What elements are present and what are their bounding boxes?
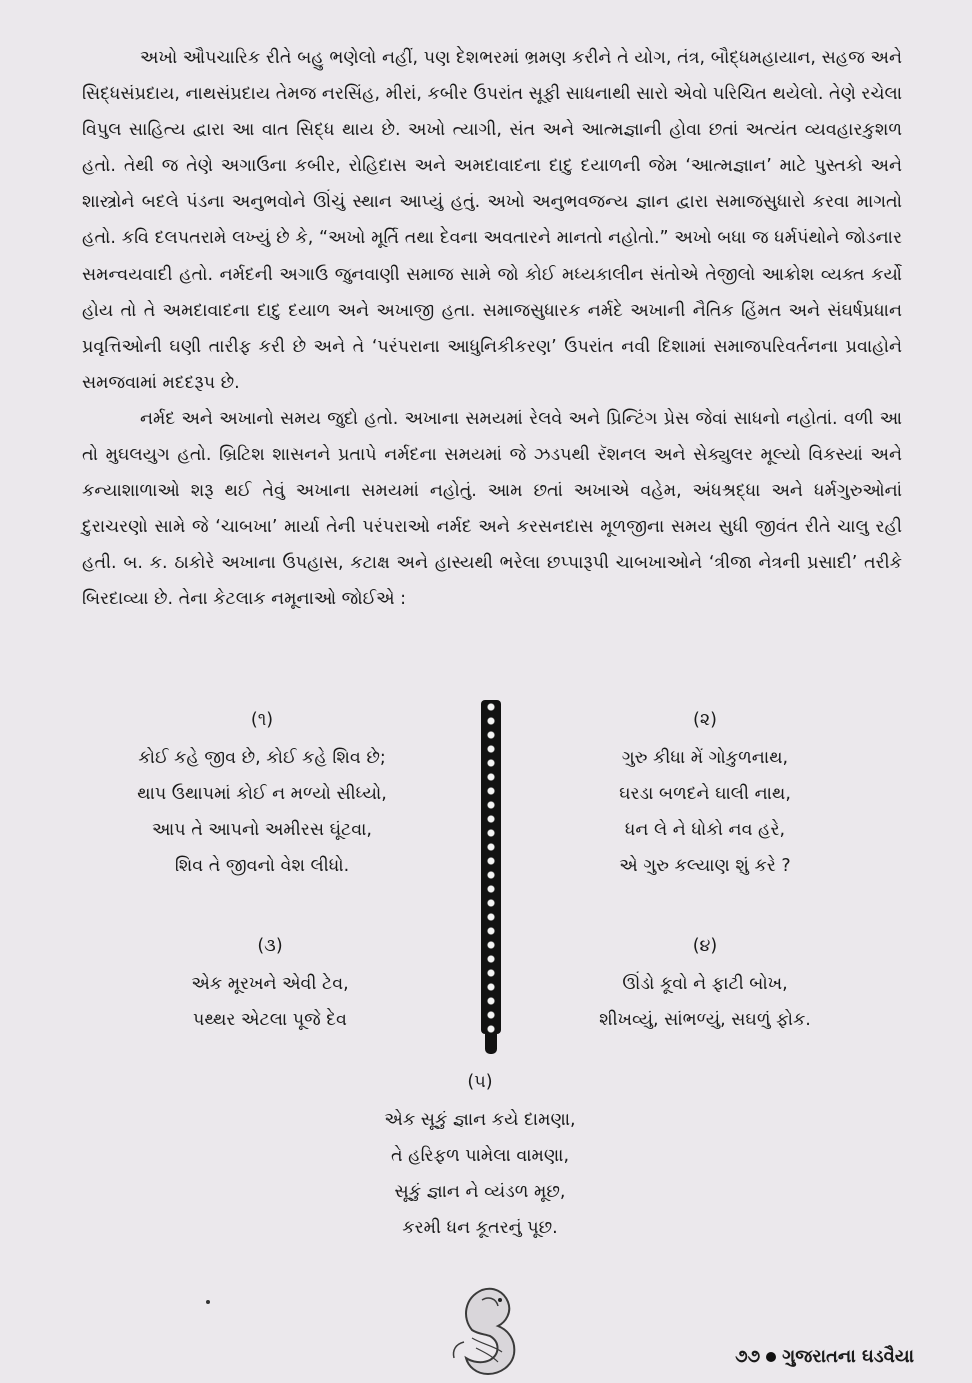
page-footer: [735, 1346, 914, 1367]
poem-line: શીખવ્યું, સાંભળ્યું, સઘળું ફોક.: [599, 1010, 811, 1030]
poem-line: થાપ ઉથાપમાં કોઈ ન મળ્યો સીધ્યો,: [137, 784, 387, 804]
poem-line: કરમી ધન કૂતરનું પૂછ.: [402, 1218, 558, 1238]
poem-block: [540, 928, 870, 1038]
poem-line: શિવ તે જીવનો વેશ લીધો.: [174, 856, 350, 876]
poem-number: (૩): [257, 936, 283, 956]
poem-line: આપ તે આપનો અમીરસ ઘૂંટવા,: [152, 820, 372, 840]
poem-block: [540, 702, 870, 884]
book-title: ગુજરાતના ઘડવૈયા: [782, 1346, 914, 1367]
ornamental-divider: [481, 700, 501, 1034]
paragraph: નર્મદ અને અખાનો સમય જુદો હતો. અખાના સમયમાં રેલવે અને પ્રિન્ટિંગ પ્રેસ જેવાં સાધનો નહોતાં. વળી આ તો મુઘલયુગ હતો. બ્રિટિશ શાસનને પ્રતાપે નર્મદના સમયમાં જે ઝડપથી રૅશનલ અને સેક્યુલર મૂલ્યો વિકસ્યાં અને કન્યાશાળાઓ શરૂ થઈ તેવું અખાના સમયમાં નહોતું. આમ છતાં અખાએ વહેમ, અંધશ્રદ્ધા અને ધર્મગુરુઓનાં દુરાચરણો સામે જે ‘ચાબખા’ માર્યા તેની પરંપરાઓ નર્મદ અને કરસનદાસ મૂળજીના સમય સુધી જીવંત રીતે ચાલુ રહી હતી. બ. ક. ઠાકોરે અખાના ઉપહાસ, કટાક્ષ અને હાસ્યથી ભરેલા છપ્પારૂપી ચાબખાઓને ‘ત્રીજા નેત્રની પ્રસાદી’ તરીકે બિરદાવ્યા છે. તેના કેટલાક નમૂનાઓ જોઈએ :: [82, 408, 902, 610]
poem-block: [82, 702, 442, 884]
page-number: ૭૭: [735, 1346, 761, 1367]
poem-number: (૨): [693, 710, 717, 730]
poem-number: (૫): [467, 1072, 493, 1092]
poem-line: ઘરડા બળદને ઘાલી નાથ,: [619, 784, 791, 804]
poem-line: તે હરિફળ પામેલા વામણા,: [390, 1146, 570, 1166]
body-text: [82, 40, 902, 618]
poem-number: (૧): [250, 710, 274, 730]
paragraph: અખો ઔપચારિક રીતે બહુ ભણેલો નહીં, પણ દેશભરમાં ભ્રમણ કરીને તે યોગ, તંત્ર, બૌદ્ધમહાયાન, સહજ અને સિદ્ધસંપ્રદાય, નાથસંપ્રદાય તેમજ નરસિંહ, મીરાં, કબીર ઉપરાંત સૂફી સાધનાથી સારો એવો પરિચિત થયેલો. તેણે રચેલા વિપુલ સાહિત્ય દ્વારા આ વાત સિદ્ધ થાય છે. અખો ત્યાગી, સંત અને આત્મજ્ઞાની હોવા છતાં અત્યંત વ્યવહારકુશળ હતો. તેથી જ તેણે અગાઉના કબીર, રોહિદાસ અને અમદાવાદના દાદુ દયાળની જેમ ‘આત્મજ્ઞાન’ માટે પુસ્તકો અને શાસ્ત્રોને બદલે પંડના અનુભવોને ઊંચું સ્થાન આપ્યું હતું. અખો અનુભવજન્ય જ્ઞાન દ્વારા સમાજસુધારો કરવા માગતો હતો. કવિ દલપતરામે લખ્યું છે કે, “અખો મૂર્તિ તથા દેવના અવતારને માનતો નહોતો.” અખો બધા જ ધર્મપંથોને જોડનાર સમન્વયવાદી હતો. નર્મદની અગાઉ જુનવાણી સમાજ સામે જો કોઈ મધ્યકાલીન સંતોએ તેજીલો આક્રોશ વ્યક્ત કર્યો હોય તો તે અમદાવાદના દાદુ દયાળ અને અખાજી હતા. સમાજસુધારક નર્મદે અખાની નૈતિક હિંમત અને સંઘર્ષપ્રધાન પ્રવૃત્તિઓની ઘણી તારીફ કરી છે અને તે ‘પરંપરાના આધુનિકીકરણ’ ઉપરાંત નવી દિશામાં સમાજપરિવર્તનના પ્રવાહોને સમજવામાં મદદરૂપ છે.: [82, 48, 902, 393]
poem-line: સૂકું જ્ઞાન ને વ્યંડળ મૂછ,: [394, 1182, 566, 1202]
poem-line: પથ્થર એટલા પૂજે દેવ: [193, 1010, 347, 1030]
poem-line: ધન લે ને ધોકો નવ હરે,: [624, 820, 786, 840]
poem-line: કોઈ કહે જીવ છે, કોઈ કહે શિવ છે;: [138, 748, 386, 768]
bird-ornament-icon: [442, 1278, 534, 1378]
poem-line: ઊંડો કૂવો ને ફાટી બોખ,: [622, 974, 788, 994]
poem-line: એ ગુરુ કલ્યાણ શું કરે ?: [619, 856, 791, 876]
poem-block: [100, 928, 440, 1038]
bullet-icon: [766, 1352, 776, 1362]
ornamental-divider-end: [485, 1034, 497, 1054]
poem-number: (૪): [692, 936, 718, 956]
poem-line: ગુરુ કીધા મેં ગોકુળનાથ,: [621, 748, 789, 768]
poem-block: [290, 1064, 670, 1246]
poem-line: એક સૂકું જ્ઞાન કયે દામણા,: [384, 1110, 576, 1130]
poem-line: એક મૂરખને એવી ટેવ,: [191, 974, 349, 994]
ink-speck: [206, 1300, 210, 1304]
